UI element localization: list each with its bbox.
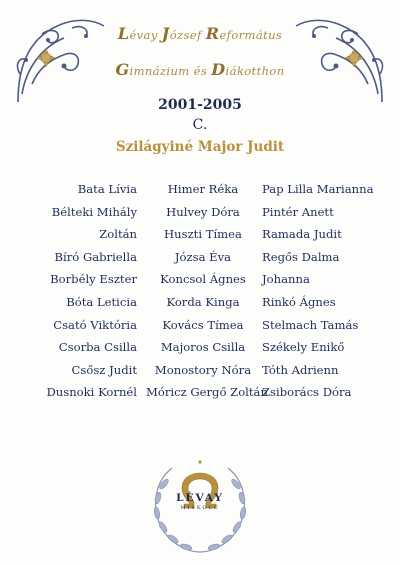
initial-letter: G <box>115 60 130 79</box>
school-name-line2 <box>0 60 400 79</box>
word-rest: imnázium és <box>129 64 208 78</box>
student-name: Himer Réka <box>167 182 239 196</box>
student-name: Dusnoki Kornél <box>46 385 137 400</box>
student-name: Borbély Eszter <box>50 272 137 287</box>
student-name: Majoros Csilla <box>160 340 246 355</box>
student-name: Korda Kinga <box>166 294 240 309</box>
word-rest: évay <box>129 28 158 42</box>
student-name: Pap Lilla Marianna <box>262 182 374 196</box>
student-name: Monostory Nóra <box>154 362 252 377</box>
student-name: Józsa Éva <box>174 249 232 264</box>
student-name: Pintér Anett <box>262 204 334 219</box>
student-name: Bíró Gabriella <box>54 249 137 264</box>
names-column-1 <box>47 178 138 404</box>
student-name: Zsiborács Dóra <box>262 385 352 400</box>
initial-letter: R <box>205 24 220 43</box>
class-years: 2001-2005 <box>158 97 242 113</box>
student-name: Koncsol Ágnes <box>160 272 246 287</box>
student-name: Csorba Csilla <box>58 340 137 355</box>
initial-letter: J <box>161 24 170 43</box>
school-name <box>0 24 400 79</box>
word-rest: iákotthon <box>225 64 285 78</box>
student-name: Bélteki Mihály <box>51 204 137 219</box>
class-label: C. <box>192 117 208 133</box>
initial-letter: D <box>211 60 226 79</box>
student-name: Székely Enikő <box>262 340 345 355</box>
student-name: Hulvey Dóra <box>166 204 240 219</box>
student-name: Huszti Tímea <box>164 227 242 242</box>
word-rest: ózsef <box>169 28 202 42</box>
logo-city: MISKOLC <box>180 505 220 511</box>
names-column-2 <box>146 178 268 404</box>
logo-name: LÉVAY <box>176 492 224 504</box>
student-name: Regős Dalma <box>262 249 340 264</box>
initial-letter: L <box>117 24 130 43</box>
word-rest: eformátus <box>219 28 283 42</box>
student-name: Csató Viktória <box>53 317 137 332</box>
student-name: Kovács Tímea <box>162 317 244 332</box>
student-name: Rinkó Ágnes <box>262 294 336 309</box>
student-name: Johanna <box>262 272 310 287</box>
student-name: Csősz Judit <box>71 362 137 377</box>
school-name-line1 <box>0 24 400 43</box>
student-name: Zoltán <box>99 227 137 242</box>
student-name: Móricz Gergő Zoltán <box>146 385 268 400</box>
student-name: Stelmach Tamás <box>262 317 359 332</box>
names-column-3 <box>262 178 374 404</box>
class-teacher: Szilágyiné Major Judit <box>115 139 285 155</box>
student-name: Bóta Leticia <box>66 294 137 309</box>
student-name: Ramada Judit <box>262 227 342 242</box>
student-name: Bata Lívia <box>77 182 137 196</box>
student-name: Tóth Adrienn <box>262 362 339 377</box>
